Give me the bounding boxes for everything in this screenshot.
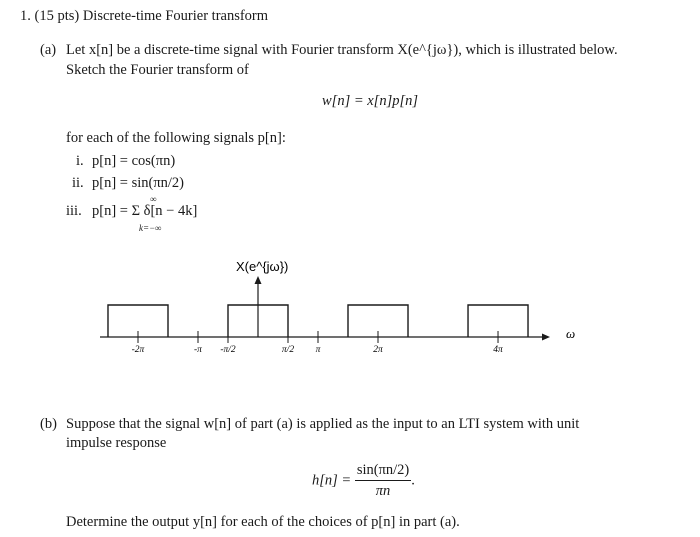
part-a-intro-line1: Let x[n] be a discrete-time signal with Fourier transform X(e^{jω}), which is illustrated below. [66, 42, 618, 58]
tick-label-5: 2π [373, 345, 383, 355]
equation-h-fraction [355, 462, 411, 500]
fourier-transform-plot [0, 250, 700, 360]
sum-lower-limit: k=−∞ [139, 223, 162, 233]
item-i-num: i. [76, 153, 84, 169]
equation-h-lhs: h[n] = [312, 472, 352, 489]
problem-header: 1. (15 pts) Discrete-time Fourier transform [20, 8, 269, 24]
plot-ylabel: X(e^{jω}) [236, 259, 289, 274]
part-b-line1: Suppose that the signal w[n] of part (a) is applied as the input to an LTI system with unit [66, 416, 580, 432]
item-iii-text: p[n] = Σ δ[n − 4k] [92, 203, 198, 219]
tick-label-2: -π/2 [220, 345, 236, 355]
item-iii-num: iii. [66, 203, 82, 219]
sum-upper-limit: ∞ [150, 194, 157, 204]
equation-h: h[n] = $\frac{\sin(\pi n/2)}{\pi n}$ . [312, 462, 415, 499]
tick-label-6: 4π [493, 345, 503, 355]
tick-label-3: π/2 [281, 345, 295, 355]
part-a-intro-line2: Sketch the Fourier transform of [66, 62, 249, 78]
x-axis-arrow [542, 334, 550, 341]
equation-h-numerator: sin(πn/2) [355, 462, 411, 481]
part-b-line2: impulse response [66, 435, 167, 451]
item-ii-text: p[n] = sin(πn/2) [92, 175, 185, 191]
part-b-determine: Determine the output y[n] for each of the choices of p[n] in part (a). [66, 514, 460, 530]
part-b-label: (b) [40, 416, 57, 432]
tick-label-4: π [315, 345, 321, 355]
tick-label-0: -2π [131, 345, 145, 355]
equation-h-denominator: πn [375, 483, 391, 499]
item-ii-num: ii. [72, 175, 84, 191]
item-i-text: p[n] = cos(πn) [92, 153, 176, 169]
y-axis-arrow [255, 276, 262, 284]
tick-label-1: -π [194, 345, 202, 355]
part-a-label: (a) [40, 42, 57, 58]
plot-xlabel: ω [566, 326, 576, 341]
for-each-text: for each of the following signals p[n]: [66, 130, 286, 146]
equation-w: w[n] = x[n]p[n] [322, 93, 418, 109]
